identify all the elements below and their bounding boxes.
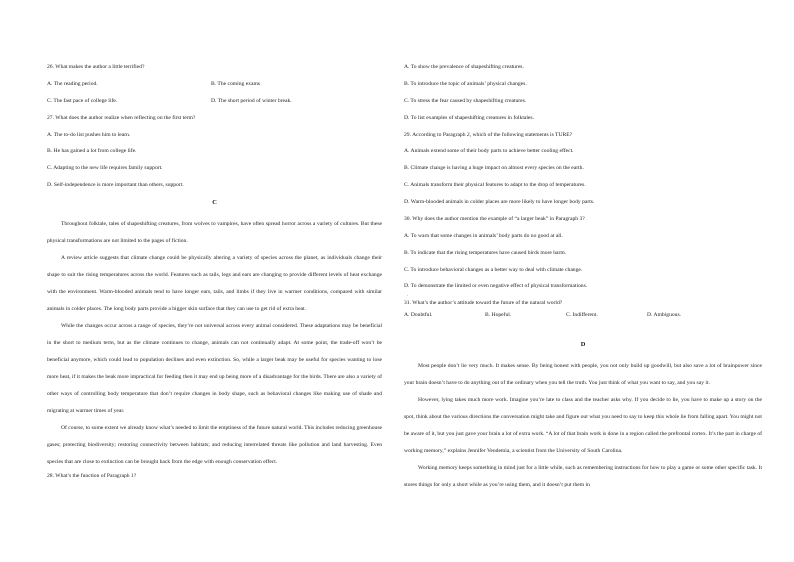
question-27-option-a: A. The to-do list pushes him to learn. [47,131,131,138]
question-30-option-b: B. To indicate that the rising temperatures have caused birds more harm. [404,249,567,256]
question-26-options-row-1 [47,81,382,88]
question-29-option-a: A. Animals extend some of their body parts to achieve better cooling effect. [404,148,574,155]
passage-c-paragraph-3: While the changes occur across a range of species, they’re not universal across every animal considered. These adaptations may be beneficial in the short to medium term, but as the climate continues to change, animals can not continually adapt. At some point, the trade-off won’t be beneficial anymore, which could lead to population declines and even extinction. So, while a larger beak may be useful for species wanting to lose more heat, if it makes the beak more impractical for feeding then it may end up being more of a disadvantage for the birds. There are also a variety of other ways of controlling body temperature that don’t require changes in body shape, such as behavioral changes like making use of shade and migrating at warmer times of year. [47,323,382,415]
question-29-option-c: C. Animals transform their physical features to adapt to the drop of temperatures. [404,182,586,189]
question-26-option-a: A. The reading period. [47,80,98,87]
question-30-option-a: A. To warn that some changes in animals’ body parts do no good at all. [404,232,563,239]
question-27-option-b: B. He has gained a lot from college life. [47,148,137,155]
question-28-option-c: C. To stress the fear caused by shapeshifting creatures. [404,97,527,104]
question-31-option-b: B. Hopeful. [485,311,512,318]
question-30-option-c: C. To introduce behavioral changes as a better way to deal with climate change. [404,266,583,273]
question-27-option-d: D. Self-independence is more important than others, support. [47,182,184,189]
question-26: 26. What makes the author a little terrified? [47,64,145,70]
question-30-option-d: D. To demonstrate the limited or even negative effect of physical transformations. [404,283,588,290]
passage-c-paragraph-1: Throughout folktale, tales of shapeshifting creatures, from wolves to vampires, have often spread horror across a variety of cultures. But these physical transformations are not limited to the pages of fiction. [47,221,382,245]
question-31: 31. What’s the author’s attitude toward the future of the natural world? [404,300,563,307]
question-28-option-d: D. To list examples of shapeshifting creatures in folktales. [404,114,534,121]
section-spacer [404,319,762,341]
question-31-option-c: C. Indifferent. [566,311,598,318]
question-28-option-a: A. To show the prevalence of shapeshifting creatures. [404,64,524,70]
question-26-options-row-2 [47,98,382,105]
question-28-option-b: B. To introduce the topic of animals’ physical changes. [404,80,527,87]
question-30: 30. Why does the author mention the example of “a larger beak” in Paragraph 3? [404,215,585,222]
left-column [47,64,382,490]
question-27-option-c: C. Adapting to the new life requires family support. [47,165,163,172]
question-31-option-a: A. Doubtful. [404,311,433,318]
right-column [404,64,762,494]
question-26-option-b: B. The coming exams [211,80,260,87]
question-27: 27. What does the author realize when reflecting on the first term? [47,114,196,121]
section-d-heading: D [580,341,586,348]
question-31-options [404,312,762,319]
question-31-option-d: D. Ambiguous. [647,311,682,318]
question-29-option-b: B. Climate change is having a huge impact on almost every species on the earth. [404,165,584,172]
passage-c-paragraph-4: Of course, to some extent we already know what’s needed to limit the emptiness of the future natural world. This includes reducing greenhouse gases; protecting biodiversity; restoring connectivity between habitats; and reducing interrelated threats like pollution and land harvesting. Even species that are close to extinction can be brought back from the edge with enough conservation effect. [47,425,382,466]
passage-d-paragraph-1: Most people don’t lie very much. It makes sense. By being honest with people, you not only build up goodwill, but also save a lot of brainpower since your brain doesn’t have to do anything out of the ordinary when you tell the truth. You just think of what you want to say, and you say it. [404,363,762,387]
question-29: 29. According to Paragraph 2, which of the following statements is TURE? [404,131,573,138]
stray-mark: ' [407,294,408,300]
passage-d-paragraph-3: Working memory keeps something in mind just for a little while, such as remembering instructions for how to play a game or some other specific task. It stores things for only a short while as you’re using them, and it doesn’t put them in [404,465,762,489]
section-c-heading: C [212,199,217,206]
question-26-option-d: D. The short period of winter break. [211,97,292,104]
question-28: 28. What’s the function of Paragraph 1? [47,473,137,480]
question-29-option-d: D. Warm-blooded animals in colder places are more likely to have longer body parts. [404,199,595,205]
passage-d-paragraph-2: However, lying takes much more work. Imagine you’re late to class and the teacher asks why. If you decide to lie, you have to make up a story on the spot, think about the various directions the conversation might take and figure out what you need to say to keep this whole lie from falling apart. You might not be aware of it, but you just gave your brain a lot of extra work. “A lot of that brain work is done in a region called the prefrontal cortex. It’s the part in charge of working memory,” explains Jennifer Vendemia, a scientist from the University of South Carolina. [404,397,762,455]
passage-c-paragraph-2: A review article suggests that climate change could be physically altering a variety of species across the planet, as individuals change their shape to suit the rising temperatures across the world. Features such as tails, legs and ears are changing to provide different levels of heat exchange with the environment. Warm-blooded animals tend to have longer ears, tails, and limbs if they live in warmer conditions, compared with similar animals in colder places. The long body parts provide a bigger skin surface that they can use to get rid of extra heat. [47,255,382,313]
question-26-option-c: C. The fast pace of college life. [47,97,118,104]
